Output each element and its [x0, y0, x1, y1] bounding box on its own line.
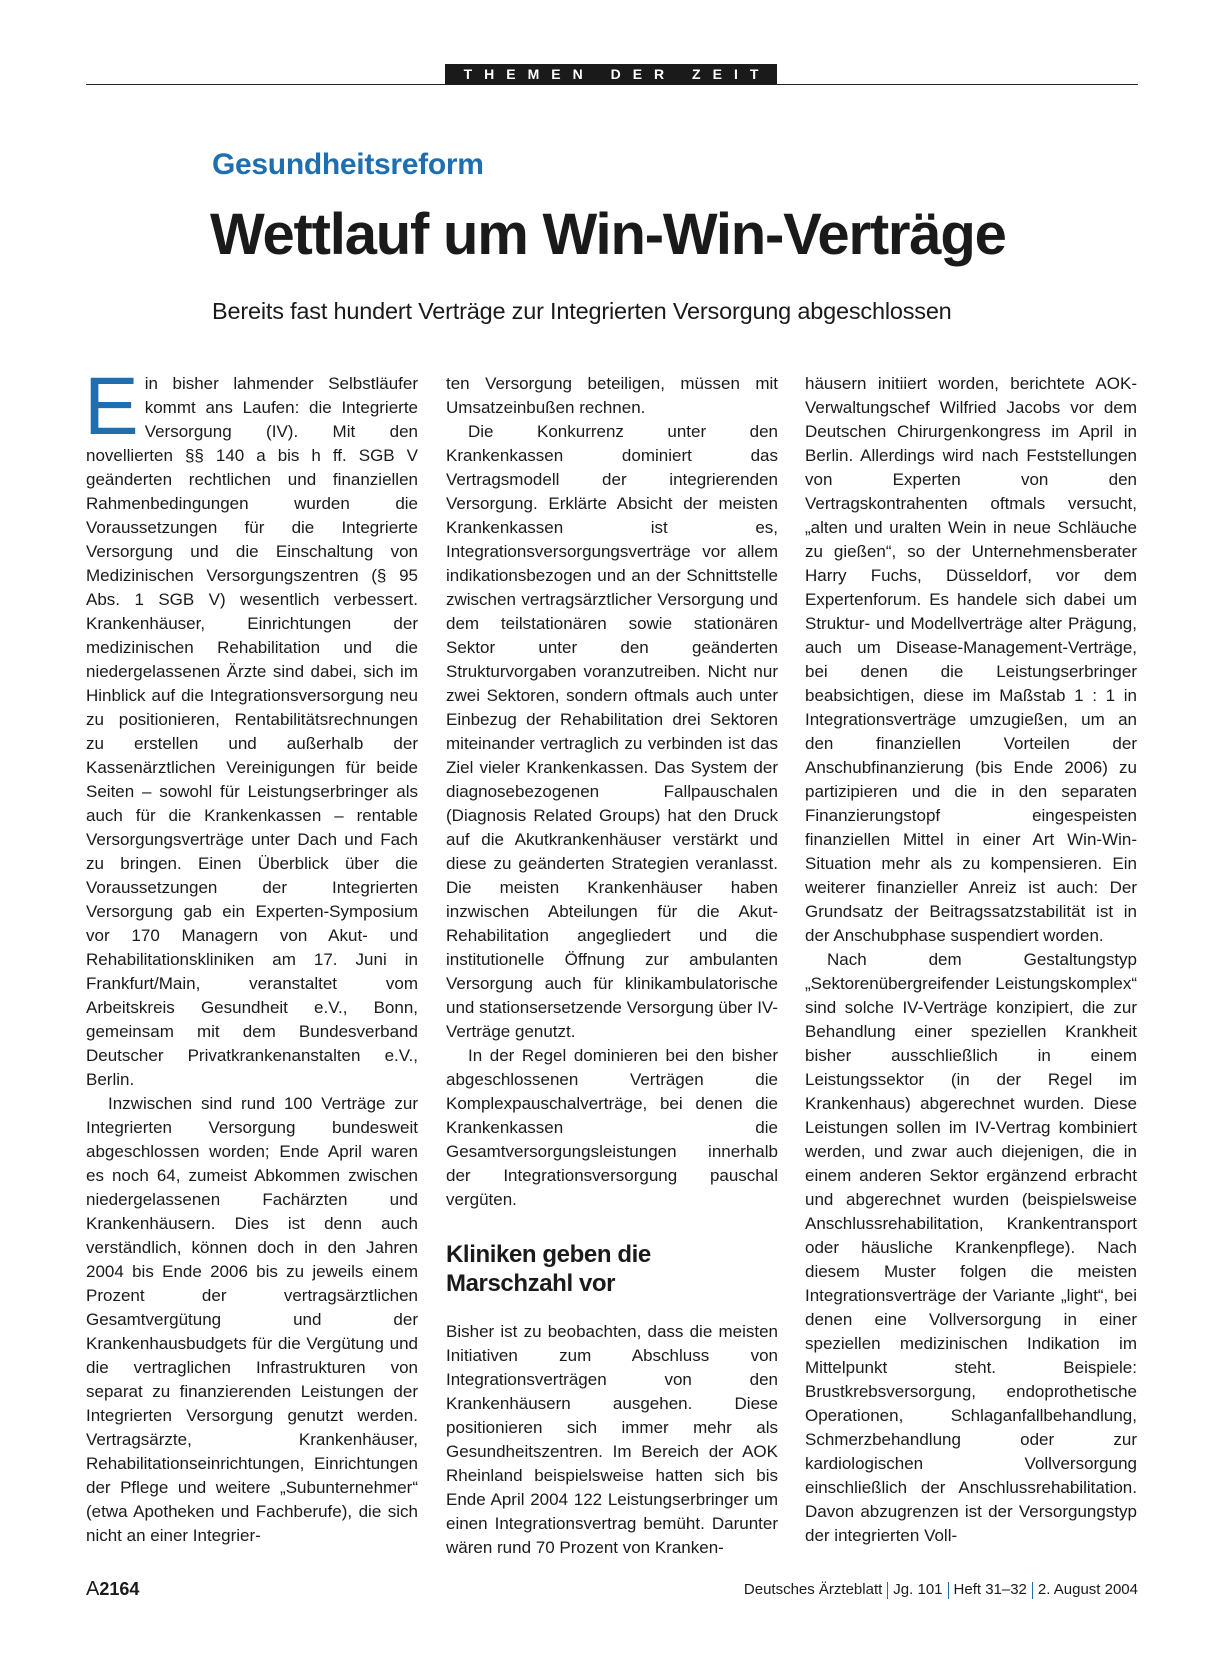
- footer-separator: [1032, 1582, 1033, 1599]
- paragraph: [84, 361, 418, 1092]
- journal-volume: Jg. 101: [893, 1581, 943, 1598]
- paragraph: Inzwischen sind rund 100 Verträge zur Integrierten Versorgung bundesweit abgeschlossen worden; Ende April waren es noch 64, zumeist Abkommen zwischen niedergelassenen Fachärzten und Krankenhäusern. Dies ist denn auch verständlich, können doch in den Jahren 2004 bis Ende 2006 bis zu jeweils einem Prozent der vertragsärztlichen Gesamtvergütung und der Krankenhausbudgets für die Vergütung und die vertraglichen Infrastrukturen von separat zu finanzierenden Leistungen der Integrierten Versorgung genutzt werden. Vertragsärzte, Krankenhäuser, Rehabilitationseinrichtungen, Einrichtungen der Pflege und weitere „Subunternehmer“ (etwa Apotheken und Fachberufe), die sich nicht an einer Integrier-: [86, 1094, 418, 1545]
- footer-separator: [887, 1582, 888, 1599]
- article-column-2: [446, 372, 778, 1560]
- section-subheading: Kliniken geben die Marschzahl vor: [446, 1241, 651, 1297]
- page-number: [86, 1578, 139, 1601]
- article-subtitle: Bereits fast hundert Verträge zur Integrierten Versorgung abgeschlossen: [212, 298, 952, 324]
- article-title: Wettlauf um Win-Win-Verträge: [210, 202, 1006, 267]
- journal-date: 2. August 2004: [1037, 1581, 1138, 1598]
- footer-citation: [744, 1581, 1138, 1599]
- footer-separator: [948, 1582, 949, 1599]
- paragraph: Die Konkurrenz unter den Krankenkassen dominiert das Vertragsmodell der integrierenden Versorgung. Erklärte Absicht der meisten Krankenkassen ist es, Integrationsversorgungsverträge vor allem indikationsbezogen und an der Schnittstelle zwischen vertragsärztlicher Versorgung und dem teilstationären sowie stationären Sektor unter den geänderten Strukturvorgaben voranzutreiben. Nicht nur zwei Sektoren, sondern oftmals auch unter Einbezug der Rehabilitation drei Sektoren miteinander vertraglich zu verbinden ist das Ziel vieler Krankenkassen. Das System der diagnosebezogenen Fallpauschalen (Diagnosis Related Groups) hat den Druck auf die Akutkrankenhäuser verstärkt und diese zu geänderten Strategien veranlasst. Die meisten Krankenhäuser haben inzwischen Abteilungen für die Akut-Rehabilitation angegliedert und die institutionelle Öffnung zur ambulanten Versorgung auch für klinikambulatorische und stationsersetzende Versorgung über IV-Verträge genutzt.: [446, 422, 778, 1041]
- drop-cap: E: [84, 361, 139, 452]
- paragraph: häusern initiiert worden, berichtete AOK-Verwaltungschef Wilfried Jacobs vor dem Deutschen Chirurgenkongress im April in Berlin. Allerdings wird nach Feststellungen von Experten von den Vertragskontrahenten oftmals versucht, „alten und uralten Wein in neue Schläuche zu gießen“, so der Unternehmensberater Harry Fuchs, Düsseldorf, vor dem Expertenforum. Es handele sich dabei um Struktur- und Modellverträge alter Prägung, auch um Disease-Management-Verträge, bei denen die Leistungserbringer beabsichtigen, diese im Maßstab 1 : 1 in Integrationsverträge umzugießen, um an den finanziellen Vorteilen der Anschubfinanzierung (bis Ende 2006) zu partizipieren und die in den separaten Finanzierungstopf eingespeisten finanziellen Mittel in einer Art Win-Win-Situation mehr als zu kompensieren. Ein weiterer finanzieller Anreiz ist auch: Der Grundsatz der Beitragssatzstabilität ist in der Anschubphase suspendiert worden.: [805, 374, 1137, 945]
- article-column-3: [805, 372, 1137, 1548]
- page-number-value: 2164: [99, 1579, 140, 1599]
- section-label: THEMEN DER ZEIT: [445, 64, 777, 85]
- page-prefix: A: [86, 1578, 100, 1600]
- article-column-1: [84, 361, 418, 1548]
- paragraph: Nach dem Gestaltungstyp „Sektorenübergreifender Leistungskomplex“ sind solche IV-Verträge konzipiert, die zur Behandlung einer speziellen Krankheit bisher ausschließlich in einem Leistungssektor (in der Regel im Krankenhaus) abgerechnet wurden. Diese Leistungen sollen im IV-Vertrag kombiniert werden, und zwar auch diejenigen, die in einem anderen Sektor ergänzend erbracht und abgerechnet wurden (beispielsweise Anschlussrehabilitation, Krankentransport oder häusliche Krankenpflege). Nach diesem Muster folgen die meisten Integrationsverträge der Variante „light“, bei denen eine Vollversorgung in einer speziellen medizinischen Indikation im Mittelpunkt steht. Beispiele: Brustkrebsversorgung, endoprothetische Operationen, Schlaganfallbehandlung, Schmerzbehandlung oder zur kardiologischen Vollversorgung einschließlich der Anschlussrehabilitation. Davon abzugrenzen ist der Versorgungstyp der integrierten Voll-: [805, 950, 1137, 1545]
- journal-name: Deutsches Ärzteblatt: [743, 1581, 883, 1598]
- article-kicker: Gesundheitsreform: [212, 148, 484, 181]
- paragraph-text: in bisher lahmender Selbstläufer kommt ans Laufen: die Integrierte Versorgung (IV). Mit den novellierten §§ 140 a bis h ff. SGB V geänderten rechtlichen und finanziellen Rahmenbedingungen wurden die Voraussetzungen für die Integrierte Versorgung und die Einschaltung von Medizinischen Versorgungszentren (§ 95 Abs. 1 SGB V) wesentlich verbessert. Krankenhäuser, Einrichtungen der medizinischen Rehabilitation und die niedergelassenen Ärzte sind dabei, sich im Hinblick auf die Integrationsversorgung neu zu positionieren, Rentabilitätsrechnungen zu erstellen und außerhalb der Kassenärztlichen Vereinigungen für beide Seiten – sowohl für Leistungserbringer als auch für die Krankenkassen – rentable Versorgungsverträge unter Dach und Fach zu bringen. Einen Überblick über die Voraussetzungen der Integrierten Versorgung gab ein Experten-Symposium vor 170 Managern von Akut- und Rehabilitationskliniken am 17. Juni in Frankfurt/Main, veranstaltet vom Arbeitskreis Gesundheit e.V., Bonn, gemeinsam mit dem Bundesverband Deutscher Privatkrankenanstalten e.V., Berlin.: [86, 374, 418, 1089]
- paragraph: ten Versorgung beteiligen, müssen mit Umsatzeinbußen rechnen.: [446, 374, 778, 417]
- paragraph: In der Regel dominieren bei den bisher abgeschlossenen Verträgen die Komplexpauschalverträge, bei denen die Krankenkassen die Gesamtversorgungsleistungen innerhalb der Integrationsversorgung pauschal vergüten.: [446, 1046, 778, 1209]
- journal-issue: Heft 31–32: [953, 1581, 1027, 1598]
- paragraph: Bisher ist zu beobachten, dass die meisten Initiativen zum Abschluss von Integrationsverträgen von den Krankenhäusern ausgehen. Diese positionieren sich immer mehr als Gesundheitszentren. Im Bereich der AOK Rheinland beispielsweise hatten sich bis Ende April 2004 122 Leistungserbringer um einen Integrationsvertrag bemüht. Darunter wären rund 70 Prozent von Kranken-: [446, 1322, 778, 1557]
